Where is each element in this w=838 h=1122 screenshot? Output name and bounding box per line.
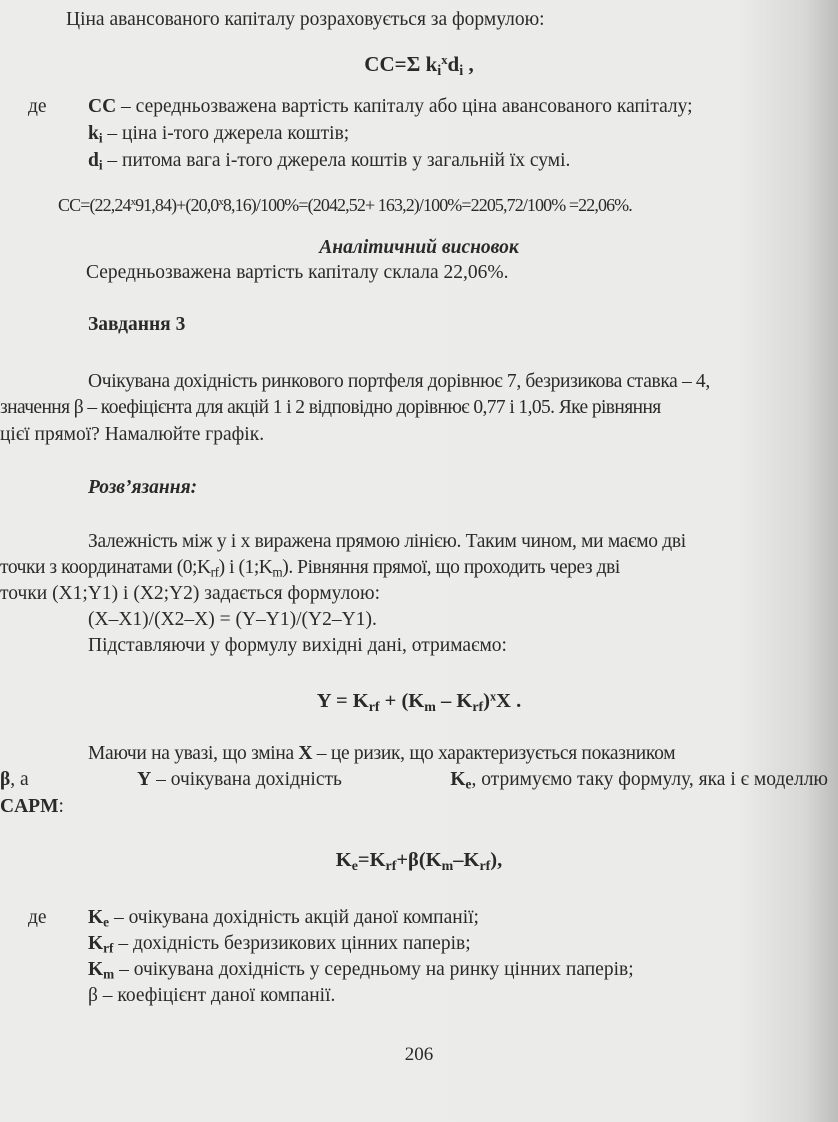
solution-line-2: точки з координатами $(0;K_{rf})$ і $(1;K_m)$. Рівняння прямої, що проходить через дві [0,557,620,580]
where-label-1: де [28,96,47,117]
task3-line-1: Очікувана дохідність ринкового портфеля дорівнює 7, безризикова ставка – 4, [88,371,710,392]
definition-km: $K_m$ – очікувана дохідність у середньому на ринку цінних паперів; [88,959,634,982]
definition-beta: β – коефіцієнт даної компанії. [88,985,336,1006]
definition-di: $d_i$ – питома вага і-того джерела коштів у загальній їх сумі. [88,150,571,173]
solution-line-5: Підставляючи у формулу вихідні дані, отримаємо: [88,635,507,656]
definition-ke: $K_e$ – очікувана дохідність акцій даної компанії; [88,907,479,930]
capm-line-2: β, а Y – очікувана дохідність $K_e$, отримуємо таку формулу, яка і є моделлю [0,769,828,792]
line-equation: (X–X1)/(X2–X) = (Y–Y1)/(Y2–Y1). [88,609,377,630]
capm-line-3: CAPM: [0,796,64,817]
formula-cc: CC=Σ $k_i^xd_i$ , [364,52,474,79]
task3-line-2: значення β – коефіцієнта для акцій 1 і 2 відповідно дорівнює 0,77 і 1,05. Яке рівняння [0,397,661,418]
definition-ki: $k_i$ – ціна і-того джерела коштів; [88,123,350,146]
where-label-2: де [28,907,47,928]
task3-line-3: цієї прямої? Намалюйте графік. [0,424,265,445]
analytic-heading: Аналітичний висновок [319,237,519,258]
formula-capm: $K_e=K_{rf}+\beta(K_m-K_{rf})$, [335,849,503,874]
definition-cc: CC – середньозважена вартість капіталу або ціна авансованого капіталу; [88,96,693,117]
page-number: 206 [404,1044,434,1065]
solution-heading: Розв’язання: [88,477,198,498]
capm-line-1: Маючи на увазі, що зміна X – це ризик, що характеризується показником [88,743,676,764]
definition-krf: $K_{rf}$ – дохідність безризикових цінних паперів; [88,933,471,956]
calculation-line: $CC=(22,24^x91,84)+(20,0^x8,16)/100\%=(2042,52+ 163,2)/100\%=2205,72/100\% =22,06\%$. [58,195,632,215]
task3-heading: Завдання 3 [88,314,186,335]
solution-line-1: Залежність між у і х виражена прямою лінією. Таким чином, ми маємо дві [88,531,686,552]
analytic-text: Середньозважена вартість капіталу склала 22,06%. [86,262,509,283]
solution-line-3: точки (X1;Y1) і (X2;Y2) задається формулою: [0,583,381,604]
intro-text: Ціна авансованого капіталу розраховується за формулою: [66,9,545,30]
formula-y: $Y = K_{rf} + (K_m - K_{rf})^xX$ . [316,689,522,715]
